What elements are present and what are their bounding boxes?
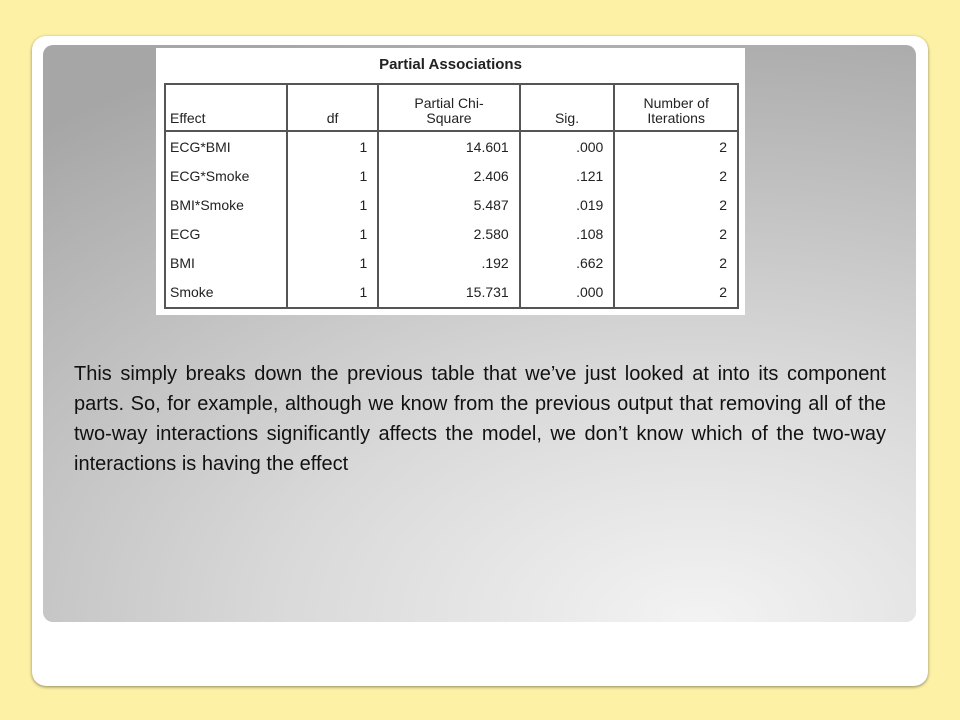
cell-chi-square: 15.731 <box>378 278 519 308</box>
cell-df: 1 <box>287 219 379 248</box>
table-row <box>165 278 738 308</box>
cell-iterations: 2 <box>614 161 738 190</box>
cell-df: 1 <box>287 161 379 190</box>
header-chi-line2: Square <box>426 110 472 126</box>
description-paragraph: This simply breaks down the previous table that we’ve just looked at into its component parts. So, for example, although we know from the previous output that removing all of the two-way interactions significantly affects the model, we don’t know which of the two-way interactions is having the effect <box>74 363 886 475</box>
header-iter-line2: Iterations <box>647 110 705 126</box>
table-row <box>165 190 738 219</box>
cell-effect: BMI <box>165 249 287 278</box>
table-row <box>165 249 738 278</box>
cell-chi-square: 14.601 <box>378 131 519 161</box>
cell-chi-square: 5.487 <box>378 190 519 219</box>
header-iterations <box>614 84 738 131</box>
cell-effect: ECG <box>165 219 287 248</box>
cell-df: 1 <box>287 278 379 308</box>
table-row <box>165 131 738 161</box>
cell-sig: .108 <box>520 219 615 248</box>
cell-effect: BMI*Smoke <box>165 190 287 219</box>
header-row <box>165 84 738 131</box>
partial-associations-table <box>156 48 745 315</box>
header-sig: Sig. <box>520 84 615 131</box>
table-row <box>165 219 738 248</box>
cell-iterations: 2 <box>614 219 738 248</box>
header-iter-line1: Number of <box>643 95 709 111</box>
header-partial-chi-square <box>378 84 519 131</box>
cell-iterations: 2 <box>614 190 738 219</box>
cell-df: 1 <box>287 190 379 219</box>
cell-chi-square: .192 <box>378 249 519 278</box>
header-effect: Effect <box>165 84 287 131</box>
cell-df: 1 <box>287 131 379 161</box>
table-title: Partial Associations <box>379 56 522 73</box>
header-df: df <box>287 84 379 131</box>
cell-chi-square: 2.580 <box>378 219 519 248</box>
cell-sig: .019 <box>520 190 615 219</box>
cell-effect: Smoke <box>165 278 287 308</box>
header-chi-line1: Partial Chi- <box>414 95 484 111</box>
cell-iterations: 2 <box>614 131 738 161</box>
cell-iterations: 2 <box>614 278 738 308</box>
cell-effect: ECG*BMI <box>165 131 287 161</box>
cell-iterations: 2 <box>614 249 738 278</box>
cell-effect: ECG*Smoke <box>165 161 287 190</box>
cell-sig: .662 <box>520 249 615 278</box>
cell-sig: .000 <box>520 131 615 161</box>
cell-df: 1 <box>287 249 379 278</box>
table-row <box>165 161 738 190</box>
cell-chi-square: 2.406 <box>378 161 519 190</box>
cell-sig: .000 <box>520 278 615 308</box>
cell-sig: .121 <box>520 161 615 190</box>
associations-grid <box>164 83 739 309</box>
